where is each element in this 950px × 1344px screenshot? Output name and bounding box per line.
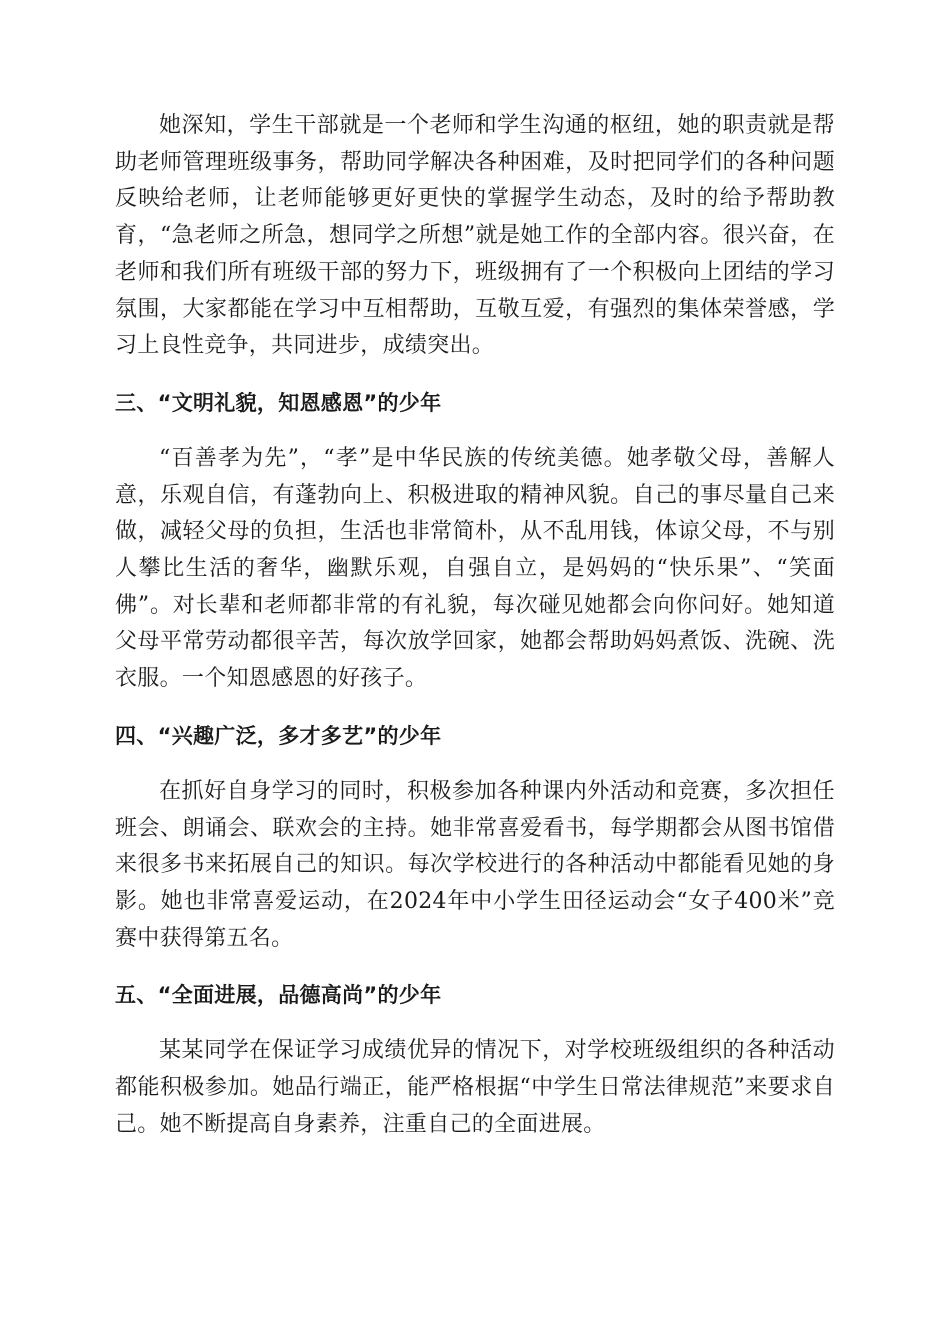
section-heading-talents: 四、“兴趣广泛，多才多艺”的少年 [115,723,442,748]
paragraph-student-leader: 她深知，学生干部就是一个老师和学生沟通的枢纽，她的职责就是帮助老师管理班级事务，帮助同学解决各种困难，及时把同学们的各种问题反映给老师，让老师能够更好更快的掌握学生动态，及时的给予帮助教育，“急老师之所急，想同学之所想”就是她工作的全部内容。很兴奋，在老师和我们所有班级干部的努力下，班级拥有了一个积极向上团结的学习氛围，大家都能在学习中互相帮助，互敬互爱，有强烈的集体荣誉感，学习上良性竞争，共同进步，成绩突出。 [115,113,835,359]
paragraph-filial-piety: “百善孝为先”，“孝”是中华民族的传统美德。她孝敬父母，善解人意，乐观自信，有蓬勃向上、积极进取的精神风貌。自己的事尽量自己来做，减轻父母的负担，生活也非常简朴，从不乱用钱，体谅父母，不与别人攀比生活的奢华，幽默乐观，自强自立，是妈妈的“快乐果”、“笑面佛”。对长辈和老师都非常的有礼貌，每次碰见她都会向你问好。她知道父母平常劳动都很辛苦，每次放学回家，她都会帮助妈妈煮饭、洗碗、洗衣服。一个知恩感恩的好孩子。 [115,445,835,692]
section-heading-all-round: 五、“全面进展，品德高尚”的少年 [115,983,442,1008]
paragraph-activities: 在抓好自身学习的同时，积极参加各种课内外活动和竞赛，多次担任班会、朗诵会、联欢会的主持。她非常喜爱看书，每学期都会从图书馆借来很多书来拓展自己的知识。每次学校进行的各种活动中都能看见她的身影。她也非常喜爱运动，在2024年中小学生田径运动会“女子400米”竞赛中获得第五名。 [115,778,835,951]
paragraph-all-round: 某某同学在保证学习成绩优异的情况下，对学校班级组织的各种活动都能积极参加。她品行端正，能严格根据“中学生日常法律规范”来要求自己。她不断提高自身素养，注重自己的全面进展。 [115,1038,835,1137]
section-heading-courtesy: 三、“文明礼貌，知恩感恩”的少年 [115,390,442,415]
